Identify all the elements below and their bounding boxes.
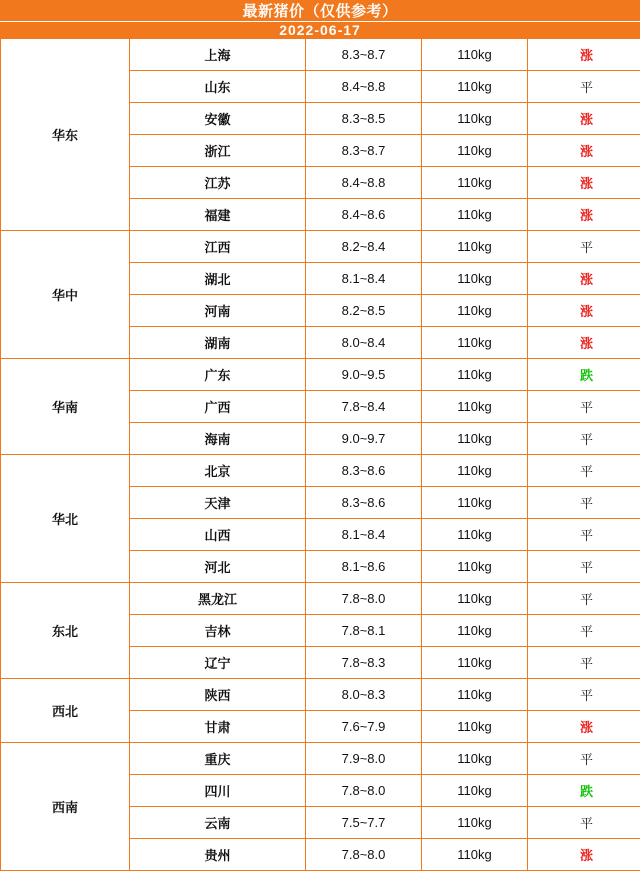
province-cell: 甘肃 (130, 711, 306, 743)
weight-cell: 110kg (422, 487, 528, 519)
trend-cell: 平 (528, 455, 640, 487)
weight-cell: 110kg (422, 551, 528, 583)
trend-cell: 平 (528, 807, 640, 839)
table-row (1, 743, 640, 775)
trend-cell: 涨 (528, 263, 640, 295)
province-cell: 湖北 (130, 263, 306, 295)
trend-cell: 平 (528, 231, 640, 263)
province-cell: 海南 (130, 423, 306, 455)
page-title: 最新猪价（仅供参考） (0, 0, 640, 21)
province-cell: 上海 (130, 39, 306, 71)
weight-cell: 110kg (422, 807, 528, 839)
price-cell: 7.8~8.4 (306, 391, 422, 423)
trend-cell: 涨 (528, 711, 640, 743)
region-cell: 华中 (1, 231, 130, 359)
region-cell: 华北 (1, 455, 130, 583)
price-cell: 8.3~8.6 (306, 487, 422, 519)
trend-cell: 平 (528, 615, 640, 647)
table-row (1, 583, 640, 615)
weight-cell: 110kg (422, 231, 528, 263)
weight-cell: 110kg (422, 167, 528, 199)
province-cell: 浙江 (130, 135, 306, 167)
weight-cell: 110kg (422, 199, 528, 231)
weight-cell: 110kg (422, 647, 528, 679)
price-cell: 8.3~8.7 (306, 135, 422, 167)
province-cell: 福建 (130, 199, 306, 231)
province-cell: 贵州 (130, 839, 306, 871)
region-cell: 华东 (1, 39, 130, 231)
weight-cell: 110kg (422, 103, 528, 135)
price-cell: 7.8~8.3 (306, 647, 422, 679)
price-cell: 9.0~9.7 (306, 423, 422, 455)
province-cell: 黑龙江 (130, 583, 306, 615)
trend-cell: 平 (528, 71, 640, 103)
province-cell: 湖南 (130, 327, 306, 359)
trend-cell: 涨 (528, 167, 640, 199)
price-cell: 7.8~8.0 (306, 775, 422, 807)
date-bar: 2022-06-17 (0, 21, 640, 38)
province-cell: 江苏 (130, 167, 306, 199)
price-cell: 8.2~8.5 (306, 295, 422, 327)
trend-cell: 涨 (528, 295, 640, 327)
trend-cell: 涨 (528, 103, 640, 135)
region-cell: 东北 (1, 583, 130, 679)
trend-cell: 跌 (528, 775, 640, 807)
price-table-body (1, 39, 640, 871)
trend-cell: 平 (528, 647, 640, 679)
price-cell: 8.1~8.4 (306, 263, 422, 295)
weight-cell: 110kg (422, 359, 528, 391)
province-cell: 广东 (130, 359, 306, 391)
price-cell: 8.4~8.8 (306, 167, 422, 199)
price-cell: 7.9~8.0 (306, 743, 422, 775)
trend-cell: 平 (528, 487, 640, 519)
table-row (1, 679, 640, 711)
region-cell: 华南 (1, 359, 130, 455)
province-cell: 河南 (130, 295, 306, 327)
price-cell: 8.4~8.6 (306, 199, 422, 231)
price-cell: 8.3~8.7 (306, 39, 422, 71)
province-cell: 天津 (130, 487, 306, 519)
province-cell: 山东 (130, 71, 306, 103)
price-cell: 8.1~8.4 (306, 519, 422, 551)
province-cell: 北京 (130, 455, 306, 487)
region-cell: 西北 (1, 679, 130, 743)
price-cell: 8.3~8.5 (306, 103, 422, 135)
trend-cell: 平 (528, 519, 640, 551)
weight-cell: 110kg (422, 295, 528, 327)
trend-cell: 平 (528, 583, 640, 615)
price-cell: 9.0~9.5 (306, 359, 422, 391)
weight-cell: 110kg (422, 135, 528, 167)
weight-cell: 110kg (422, 711, 528, 743)
region-cell: 西南 (1, 743, 130, 871)
province-cell: 云南 (130, 807, 306, 839)
price-cell: 8.0~8.3 (306, 679, 422, 711)
province-cell: 山西 (130, 519, 306, 551)
price-table (0, 38, 640, 871)
trend-cell: 涨 (528, 135, 640, 167)
province-cell: 安徽 (130, 103, 306, 135)
province-cell: 重庆 (130, 743, 306, 775)
trend-cell: 涨 (528, 39, 640, 71)
weight-cell: 110kg (422, 615, 528, 647)
trend-cell: 平 (528, 679, 640, 711)
province-cell: 吉林 (130, 615, 306, 647)
price-cell: 7.8~8.1 (306, 615, 422, 647)
province-cell: 四川 (130, 775, 306, 807)
weight-cell: 110kg (422, 583, 528, 615)
price-cell: 8.0~8.4 (306, 327, 422, 359)
province-cell: 广西 (130, 391, 306, 423)
weight-cell: 110kg (422, 839, 528, 871)
weight-cell: 110kg (422, 263, 528, 295)
price-cell: 7.8~8.0 (306, 839, 422, 871)
price-cell: 7.5~7.7 (306, 807, 422, 839)
price-cell: 8.4~8.8 (306, 71, 422, 103)
province-cell: 河北 (130, 551, 306, 583)
price-cell: 8.2~8.4 (306, 231, 422, 263)
price-cell: 8.1~8.6 (306, 551, 422, 583)
trend-cell: 涨 (528, 839, 640, 871)
trend-cell: 涨 (528, 327, 640, 359)
province-cell: 陕西 (130, 679, 306, 711)
weight-cell: 110kg (422, 39, 528, 71)
weight-cell: 110kg (422, 391, 528, 423)
trend-cell: 涨 (528, 199, 640, 231)
province-cell: 江西 (130, 231, 306, 263)
trend-cell: 平 (528, 423, 640, 455)
table-row (1, 455, 640, 487)
province-cell: 辽宁 (130, 647, 306, 679)
table-row (1, 39, 640, 71)
weight-cell: 110kg (422, 743, 528, 775)
weight-cell: 110kg (422, 455, 528, 487)
weight-cell: 110kg (422, 679, 528, 711)
weight-cell: 110kg (422, 71, 528, 103)
trend-cell: 跌 (528, 359, 640, 391)
table-row (1, 231, 640, 263)
price-cell: 7.8~8.0 (306, 583, 422, 615)
weight-cell: 110kg (422, 519, 528, 551)
trend-cell: 平 (528, 551, 640, 583)
weight-cell: 110kg (422, 327, 528, 359)
weight-cell: 110kg (422, 775, 528, 807)
table-row (1, 359, 640, 391)
trend-cell: 平 (528, 391, 640, 423)
price-cell: 8.3~8.6 (306, 455, 422, 487)
price-cell: 7.6~7.9 (306, 711, 422, 743)
trend-cell: 平 (528, 743, 640, 775)
weight-cell: 110kg (422, 423, 528, 455)
